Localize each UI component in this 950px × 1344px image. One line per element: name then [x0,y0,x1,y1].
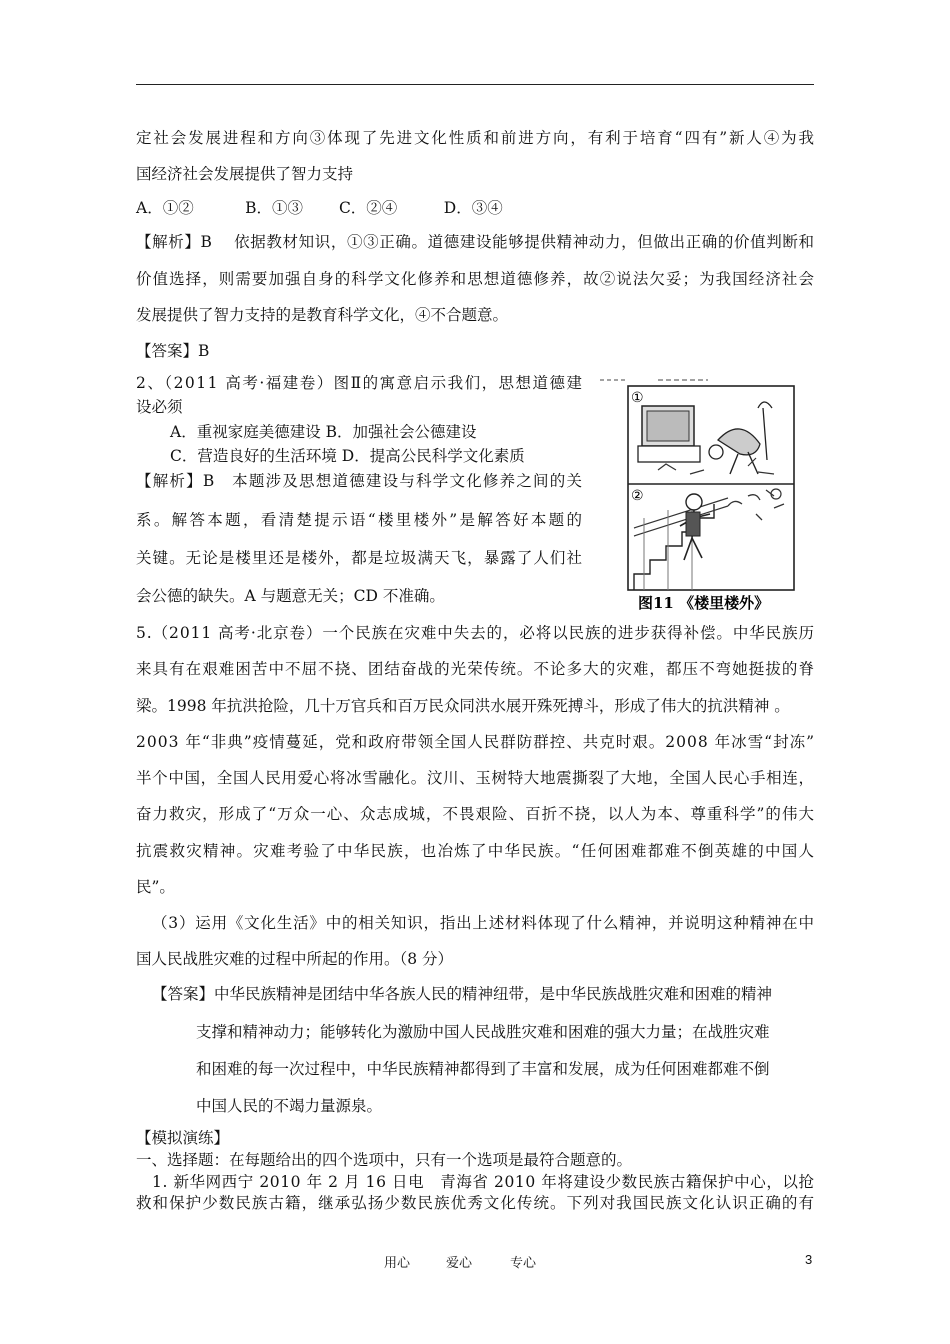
answer-label: 【答案】B [136,342,210,360]
header-rule [136,84,814,85]
question-5: 5.（2011 高考·北京卷）一个民族在灾难中失去的，必将以民族的进步获得补偿。中华民族历 [136,624,815,642]
text-line: 半个中国，全国人民用爱心将冰雪融化。汶川、玉树特大地震撕裂了大地，全国人民心手相连， [136,769,815,787]
text-line: 【解析】B 本题涉及思想道德建设与科学文化修养之间的关 [136,472,584,490]
answer-text: 【答案】中华民族精神是团结中华各族人民的精神纽带，是中华民族战胜灾难和困难的精神 [152,985,773,1003]
answer-text: 支撑和精神动力；能够转化为激励中国人民战胜灾难和困难的强大力量；在战胜灾难 [196,1023,770,1041]
text-line: 设必须 [136,398,183,416]
text-line: 国人民战胜灾难的过程中所起的作用。（8 分） [136,950,454,968]
panel-2-label: ② [631,488,644,504]
text-line: 【解析】B 依据教材知识，①③正确。道德建设能够提供精神动力，但做出正确的价值判断和 [136,233,815,251]
text-line: 国经济社会发展提供了智力支持 [136,165,354,183]
page-number: 3 [805,1252,813,1267]
question-1: 1. 新华网西宁 2010 年 2 月 16 日电 青海省 2010 年将建设少数民族古籍保护中心，以抢 [152,1173,815,1191]
footer-text-2: 爱心 [446,1256,473,1271]
sub-question: （3）运用《文化生活》中的相关知识，指出上述材料体现了什么精神，并说明这种精神在中 [152,914,815,932]
text-line: 系。解答本题，看清楚提示语“楼里楼外”是解答好本题的 [136,511,585,529]
text-line: 会公德的缺失。A 与题意无关；CD 不准确。 [136,587,445,605]
figure-caption: 图11 《楼里楼外》 [638,594,770,612]
answer-text: 和困难的每一次过程中，中华民族精神都得到了丰富和发展，成为任何困难都难不倒 [196,1060,770,1078]
footer-text-1: 用心 [384,1256,411,1271]
text-line: A．①② B．①③ C．②④ D．③④ [136,199,503,217]
cartoon-illustration [598,378,798,614]
option-line: C．营造良好的生活环境 D．提高公民科学文化素质 [170,447,525,465]
section-intro: 一、选择题：在每题给出的四个选项中，只有一个选项是最符合题意的。 [136,1151,633,1169]
text-line: 民”。 [136,878,175,896]
text-line: 奋力救灾，形成了“万众一心、众志成城，不畏艰险、百折不挠，以人为本、尊重科学”的伟大 [136,805,816,823]
text-line: 抗震救灾精神。灾难考验了中华民族，也冶炼了中华民族。“任何困难都难不倒英雄的中国人 [136,842,816,860]
text-line: 发展提供了智力支持的是教育科学文化，④不合题意。 [136,306,509,324]
panel-1-label: ① [631,390,644,406]
text-line: 梁。1998 年抗洪抢险，几十万官兵和百万民众同洪水展开殊死搏斗，形成了伟大的抗洪精神 。 [136,697,790,715]
text-line: 2003 年“非典”疫情蔓延，党和政府带领全国人民群防群控、共克时艰。2008 年冰雪“封冻” [136,733,815,751]
text-line: 来具有在艰难困苦中不屈不挠、团结奋战的光荣传统。不论多大的灾难，都压不弯她挺拔的脊 [136,660,816,678]
text-line: 救和保护少数民族古籍，继承弘扬少数民族优秀文化传统。下列对我国民族文化认识正确的有 [136,1194,816,1212]
answer-text: 中国人民的不竭力量源泉。 [196,1097,383,1115]
text-line: 价值选择，则需要加强自身的科学文化修养和思想道德修养，故②说法欠妥；为我国经济社会 [136,270,816,288]
question-2: 2、（2011 高考·福建卷）图Ⅱ的寓意启示我们，思想道德建 [136,374,584,392]
cartoon-figure [598,378,798,614]
text-line: 关键。无论是楼里还是楼外，都是垃圾满天飞，暴露了人们社 [136,549,584,567]
section-heading: 【模拟演练】 [136,1129,230,1147]
option-line: A．重视家庭美德建设 B．加强社会公德建设 [170,423,477,441]
text-line: 定社会发展进程和方向③体现了先进文化性质和前进方向，有利于培育“四有”新人④为我 [136,129,816,147]
footer-text-3: 专心 [510,1256,537,1271]
